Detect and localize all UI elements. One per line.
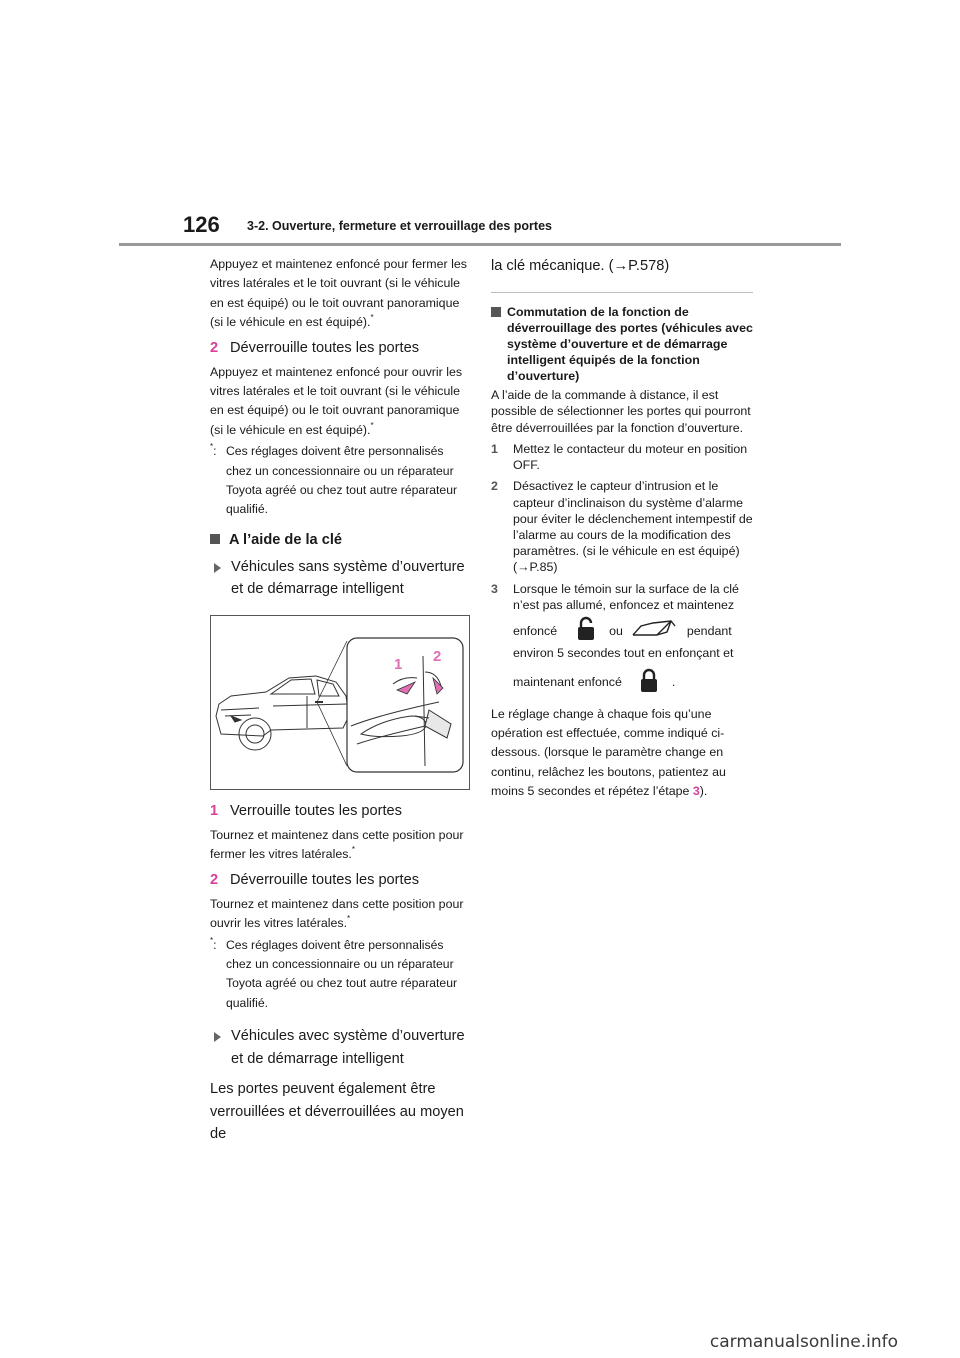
procedure-step-2: 2 Désactivez le capteur d’intrusion et le capteur d’inclinaison du système d’alarme pour éviter le déclenchement intempestif de l’alarme au cours de la modification des paramètres. (si le véhicule en est équipé) (→P.85) (491, 479, 753, 575)
figure-label-1: 1 (394, 655, 403, 673)
step-label: Déverrouille toutes les portes (230, 339, 419, 356)
continued-text: la clé mécanique. (→P.578) (491, 258, 670, 274)
subheading-without-smart: Véhicules sans système d’ouverture et de démarrage intelligent (210, 556, 472, 601)
right-column (491, 255, 753, 802)
heading-key: A l’aide de la clé (210, 530, 472, 550)
triangle-bullet-icon (214, 1032, 221, 1042)
procedure-step-3: 3 Lorsque le témoin sur la surface de la clé n’est pas allumé, enfoncez et maintenez (491, 581, 739, 612)
footnote-2: *: Ces réglages doivent être personnalisés chez un concessionnaire ou un réparateur Toyota agréé ou chez tout autre réparateur qualifié. (210, 935, 458, 1010)
section-title: 3-2. Ouverture, fermeture et verrouillage des portes (247, 219, 552, 233)
unlock-paragraph: Appuyez et maintenez enfoncé pour ouvrir les vitres latérales et le toit ouvrant (si le véhicule en est équipé) ou le toit ouvrant panoramique (si le véhicule en est équipé).* (210, 364, 463, 437)
smart-paragraph: Les portes peuvent également être verrouillées et déverrouillées au moyen de (210, 1081, 464, 1143)
procedure-step-3-cont: enfoncé ou pendant environ 5 secondes tout en enfonçant et maintenant enfoncé . (491, 616, 753, 697)
trunk-open-icon (631, 618, 677, 643)
unlock-button-icon (577, 616, 595, 645)
watermark: carmanualsonline.info (709, 1332, 898, 1352)
heading-unlock-function: Commutation de la fonction de déverrouillage des portes (véhicules avec système d’ouverture et de démarrage intelligent équipés de la fonction d’ouverture) (491, 304, 753, 385)
step-number: 2 (210, 871, 219, 888)
square-bullet-icon (210, 534, 220, 544)
unlock-function-intro: A l’aide de la commande à distance, il est possible de sélectionner les portes qui pourront être déverrouillées par la fonction d’ouverture. (491, 387, 751, 435)
procedure-step-1: 1 Mettez le contacteur du moteur en position OFF. (491, 442, 748, 473)
subheading-with-smart: Véhicules avec système d’ouverture et de démarrage intelligent (210, 1025, 472, 1070)
left-column (210, 255, 472, 1146)
step-number: 2 (210, 339, 219, 356)
section-divider (491, 292, 753, 293)
figure-unlock-paragraph: Tournez et maintenez dans cette position pour ouvrir les vitres latérales.* (210, 896, 464, 931)
step-unlock (210, 337, 472, 359)
intro-paragraph: Appuyez et maintenez enfoncé pour fermer les vitres latérales et le toit ouvrant (si le véhicule en est équipé) ou le toit ouvrant panoramique (si le véhicule en est équipé).* (210, 257, 467, 330)
triangle-bullet-icon (214, 563, 221, 573)
step-number: 1 (210, 802, 219, 819)
page-number: 126 (183, 212, 220, 237)
figure-step-unlock: 2 Déverrouille toutes les portes (210, 869, 472, 891)
figure-label-2: 2 (433, 647, 442, 665)
figure-lock-paragraph: Tournez et maintenez dans cette position pour fermer les vitres latérales.* (210, 827, 464, 862)
lock-button-icon (640, 668, 658, 697)
header-rule (119, 243, 841, 246)
car-door-key-illustration (211, 616, 469, 789)
key-turn-figure (210, 615, 470, 790)
footnote: *: Ces réglages doivent être personnalisés chez un concessionnaire ou un réparateur Toyota agréé ou chez tout autre réparateur qualifié. (210, 442, 458, 517)
square-bullet-icon (491, 307, 501, 317)
figure-step-lock: 1 Verrouille toutes les portes (210, 800, 472, 822)
closing-paragraph: Le réglage change à chaque fois qu’une opération est effectuée, comme indiqué ci-dessous. (lorsque le paramètre change en continu, relâchez les boutons, patientez au moins 5 secondes et répétez l’étape 3). (491, 706, 726, 799)
